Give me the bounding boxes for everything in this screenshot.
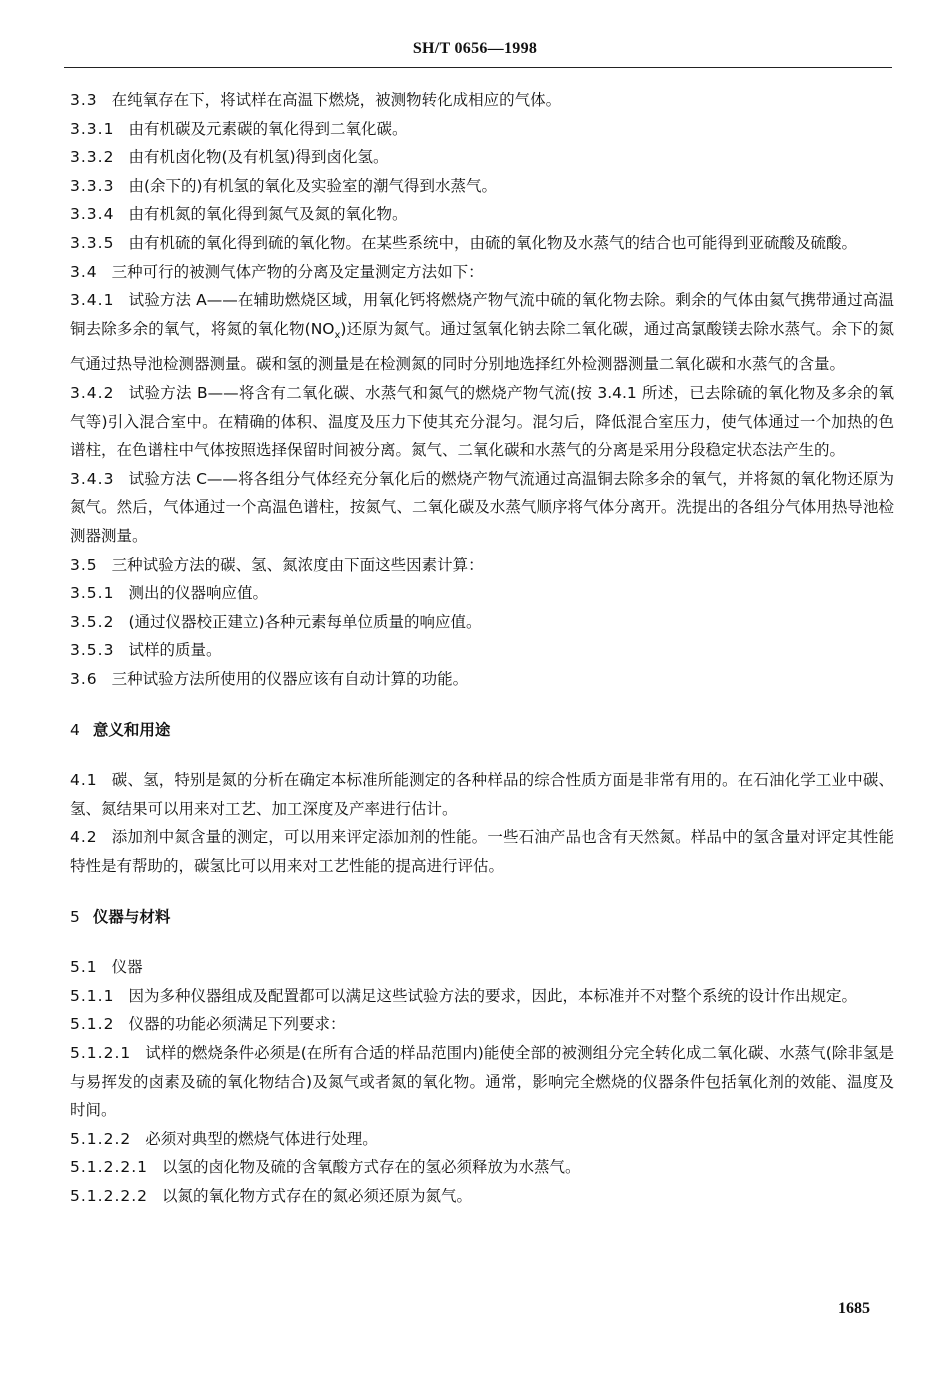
clause-5-1-2-2	[70, 1125, 894, 1154]
clause-number: 3.5	[70, 555, 98, 574]
clause-number: 3.4.3	[70, 469, 115, 488]
clause-3-4	[70, 258, 894, 287]
clause-3-5-1	[70, 579, 894, 608]
clause-text: 试验方法 A——在辅助燃烧区域，用氧化钙将燃烧产物气流中硫的氧化物去除。剩余的气体由氦气携带通过高温铜去除多余的氧气，将氮的氧化物(NO	[70, 291, 894, 338]
document-body	[70, 86, 894, 1210]
clause-text: 因为多种仪器组成及配置都可以满足这些试验方法的要求，因此，本标准并不对整个系统的设计作出规定。	[128, 986, 857, 1005]
clause-text: 以氮的氧化物方式存在的氮必须还原为氮气。	[162, 1186, 473, 1205]
clause-text: 由有机碳及元素碳的氧化得到二氧化碳。	[128, 119, 408, 138]
clause-text: 在纯氧存在下，将试样在高温下燃烧，被测物转化成相应的气体。	[111, 91, 562, 109]
clause-3-3-3	[70, 172, 894, 201]
section-number: 4	[70, 720, 81, 739]
clause-3-3-4	[70, 200, 894, 229]
clause-number: 4.1	[70, 771, 98, 790]
clause-number: 3.3.3	[70, 176, 115, 195]
clause-3-4-1	[70, 286, 894, 379]
clause-number: 3.4.2	[70, 384, 115, 403]
clause-4-2	[70, 823, 894, 880]
clause-text: 三种试验方法所使用的仪器应该有自动计算的功能。	[111, 669, 469, 688]
clause-text: 由有机卤化物(及有机氢)得到卤化氢。	[128, 148, 389, 167]
clause-number: 3.3.5	[70, 233, 115, 252]
clause-3-5-3	[70, 636, 894, 665]
clause-text: 以氢的卤化物及硫的含氧酸方式存在的氢必须释放为水蒸气。	[162, 1158, 581, 1177]
clause-3-4-3	[70, 465, 894, 551]
section-title: 仪器与材料	[92, 907, 171, 926]
clause-number: 4.2	[70, 828, 98, 847]
clause-3-3-2	[70, 143, 894, 172]
clause-text: 必须对典型的燃烧气体进行处理。	[145, 1129, 378, 1148]
clause-text: 三种试验方法的碳、氢、氮浓度由下面这些因素计算：	[111, 555, 484, 574]
clause-text: 三种可行的被测气体产物的分离及定量测定方法如下：	[111, 262, 484, 281]
section-heading-4	[70, 716, 894, 745]
subscript-x: x	[334, 329, 341, 341]
clause-3-3	[70, 86, 894, 115]
clause-number: 5.1.2	[70, 1015, 115, 1034]
clause-3-5-2	[70, 608, 894, 637]
section-heading-5	[70, 903, 894, 932]
clause-number: 5.1.2.1	[70, 1043, 132, 1062]
clause-text: (通过仪器校正建立)各种元素每单位质量的响应值。	[128, 612, 482, 631]
clause-number: 3.3.4	[70, 205, 115, 224]
clause-number: 3.4.1	[70, 291, 115, 310]
clause-text: 添加剂中氮含量的测定，可以用来评定添加剂的性能。一些石油产品也含有天然氮。样品中的氢含量对评定其性能特性是有帮助的，碳氢比可以用来对工艺性能的提高进行评估。	[70, 828, 894, 875]
clause-text: 仪器的功能必须满足下列要求：	[128, 1015, 346, 1034]
clause-5-1-2-2-1	[70, 1153, 894, 1182]
clause-number: 5.1	[70, 958, 98, 977]
clause-number: 5.1.2.2.2	[70, 1186, 149, 1205]
section-number: 5	[70, 907, 81, 926]
clause-text: 试样的质量。	[128, 641, 222, 660]
clause-text: 由有机硫的氧化得到硫的氧化物。在某些系统中，由硫的氧化物及水蒸气的结合也可能得到亚硫酸及硫酸。	[128, 233, 857, 252]
clause-number: 3.4	[70, 262, 98, 281]
clause-5-1	[70, 953, 894, 982]
clause-number: 3.3.1	[70, 119, 115, 138]
clause-text: 碳、氢，特别是氮的分析在确定本标准所能测定的各种样品的综合性质方面是非常有用的。在石油化学工业中碳、氢、氮结果可以用来对工艺、加工深度及产率进行估计。	[70, 771, 894, 818]
clause-text: 试验方法 C——将各组分气体经充分氧化后的燃烧产物气流通过高温铜去除多余的氧气，并将氮的氧化物还原为氮气。然后，气体通过一个高温色谱柱，按氮气、二氧化碳及水蒸气顺序将气体分离开。洗提出的各组分气体用热导池检测器测量。	[70, 469, 894, 545]
clause-number: 5.1.2.2	[70, 1129, 132, 1148]
section-title: 意义和用途	[92, 720, 171, 739]
clause-text: 由有机氮的氧化得到氮气及氮的氧化物。	[128, 205, 408, 224]
clause-5-1-2-2-2	[70, 1182, 894, 1211]
clause-text: 由(余下的)有机氢的氧化及实验室的潮气得到水蒸气。	[128, 176, 498, 195]
clause-number: 5.1.1	[70, 986, 115, 1005]
clause-4-1	[70, 766, 894, 823]
page-header: SH/T 0656—1998	[412, 40, 538, 57]
clause-text: 试样的燃烧条件必须是(在所有合适的样品范围内)能使全部的被测组分完全转化成二氧化碳、水蒸气(除非氢是与易挥发的卤素及硫的氧化物结合)及氮气或者氮的氧化物。通常，影响完全燃烧的仪器条件包括氧化剂的效能、温度及时间。	[70, 1043, 894, 1120]
page-number: 1685	[838, 1300, 870, 1317]
clause-number: 3.5.3	[70, 641, 115, 660]
clause-3-5	[70, 551, 894, 580]
clause-text: 仪器	[111, 958, 143, 977]
header-rule	[64, 67, 892, 68]
clause-number: 3.5.2	[70, 612, 115, 631]
clause-number: 3.5.1	[70, 584, 115, 603]
clause-number: 5.1.2.2.1	[70, 1158, 149, 1177]
clause-3-4-2	[70, 379, 894, 465]
clause-text: 测出的仪器响应值。	[128, 584, 268, 603]
clause-number: 3.3	[70, 91, 98, 109]
clause-number: 3.3.2	[70, 148, 115, 167]
clause-5-1-2-1	[70, 1039, 894, 1125]
clause-5-1-1	[70, 982, 894, 1011]
clause-3-6	[70, 665, 894, 694]
clause-number: 3.6	[70, 669, 98, 688]
clause-3-3-1	[70, 115, 894, 144]
clause-3-3-5	[70, 229, 894, 258]
clause-text-continued: )还原为氮气。通过氢氧化钠去除二氧化碳，通过高氯酸镁去除水蒸气。余下的氮气通过热导池检测器测量。碳和氢的测量是在检测氮的同时分别地选择红外检测器测量二氧化碳和水蒸气的含量。	[70, 319, 894, 374]
clause-5-1-2	[70, 1010, 894, 1039]
clause-text: 试验方法 B——将含有二氧化碳、水蒸气和氮气的燃烧产物气流(按 3.4.1 所述，已去除硫的氧化物及多余的氧气等)引入混合室中。在精确的体积、温度及压力下使其充分混匀。混匀后，降低混合室压力，使气体通过一个加热的色谱柱，在色谱柱中气体按照选择保留时间被分离。氮气、二氧化碳和水蒸气的分离是采用分段稳定状态法产生的。	[70, 384, 894, 460]
